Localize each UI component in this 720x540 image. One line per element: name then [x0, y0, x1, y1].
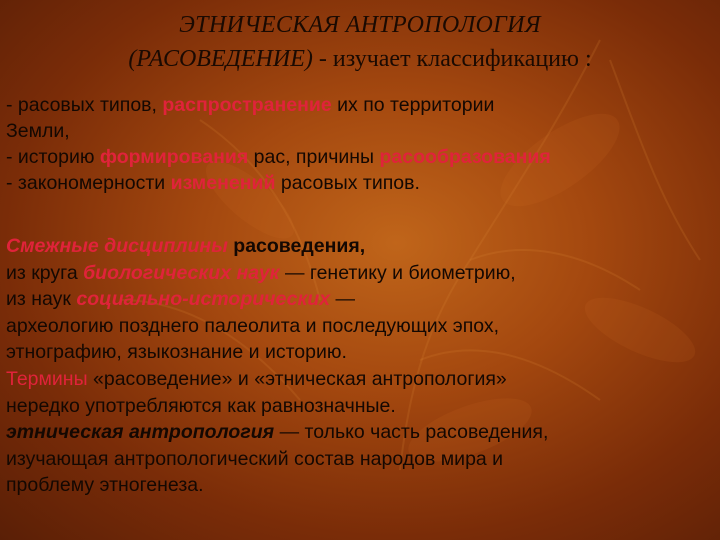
list-item	[6, 92, 716, 118]
list-text: - закономерности	[6, 172, 171, 194]
paragraph-emphasis: этническая антропология	[6, 421, 275, 444]
paragraph-line	[6, 233, 716, 260]
list-highlight: формирования	[99, 146, 249, 168]
list-text: Земли,	[6, 120, 70, 142]
list-text: - расовых типов,	[6, 94, 163, 116]
list-item	[6, 144, 716, 170]
paragraph-highlight: биологических наук	[83, 261, 280, 284]
paragraph-line: нередко употребляются как равнозначные.	[6, 394, 396, 417]
title-line-2	[0, 42, 720, 76]
list-text: рас, причины	[248, 146, 380, 168]
title-line-2-rest: изучает классификацию :	[332, 46, 592, 72]
list-item	[6, 118, 716, 144]
list-text: расовых типов.	[275, 172, 420, 194]
paragraph-line: этнографию, языкознание и историю.	[6, 341, 347, 364]
related-disciplines-paragraph	[6, 233, 716, 499]
paragraph-line: археологию позднего палеолита и последующих эпох,	[6, 314, 500, 337]
paragraph-highlight: Смежные дисциплины	[6, 235, 228, 257]
list-text: их по территории	[331, 94, 495, 116]
list-highlight: расообразования	[379, 146, 551, 168]
paragraph-line: проблему этногенеза.	[6, 474, 204, 497]
paragraph-text: — только часть расоведения,	[274, 421, 549, 444]
paragraph-line	[6, 286, 716, 313]
classification-list	[6, 92, 716, 196]
paragraph-text: расоведения,	[227, 235, 366, 257]
list-item	[6, 170, 716, 196]
paragraph-text: из круга	[6, 261, 84, 284]
paragraph-line	[6, 366, 716, 393]
paragraph-highlight: Термины	[6, 367, 88, 390]
list-highlight: распространение	[162, 94, 332, 116]
title-line-2-main: (РАСОВЕДЕНИЕ) -	[128, 46, 333, 72]
paragraph-text: из наук	[6, 288, 77, 311]
paragraph-highlight: социально-исторических	[76, 288, 331, 311]
paragraph-line: изучающая антропологический состав народов мира и	[6, 447, 504, 470]
paragraph-text: «расоведение» и «этническая антропология»	[87, 367, 507, 390]
list-highlight: изменений	[170, 172, 276, 194]
paragraph-line	[6, 419, 716, 446]
title-line-1: ЭТНИЧЕСКАЯ АНТРОПОЛОГИЯ	[179, 12, 541, 38]
paragraph-line	[6, 260, 716, 287]
paragraph-text: — генетику и биометрию,	[279, 261, 516, 284]
list-text: - историю	[6, 146, 100, 168]
slide-title	[0, 8, 720, 76]
paragraph-text: —	[330, 288, 356, 311]
